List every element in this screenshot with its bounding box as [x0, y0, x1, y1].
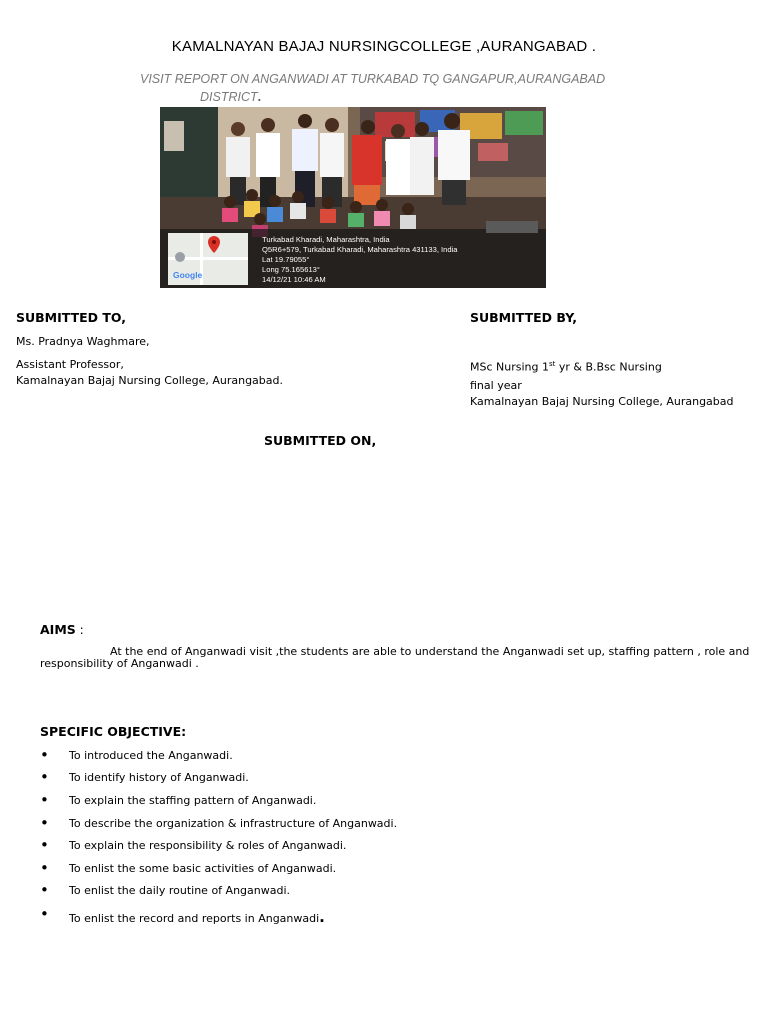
submitted-to-role: Assistant Professor,	[16, 358, 124, 371]
map-google-label: Google	[173, 270, 203, 280]
objective-text: To identify history of Anganwadi.	[69, 771, 249, 784]
geotag-long: Long 75.165613°	[262, 265, 320, 274]
objective-text: To explain the responsibility & roles of Anganwadi.	[69, 839, 347, 852]
submitted-by-year: final year	[470, 379, 522, 392]
visit-photo	[160, 107, 546, 288]
geotag-address: Q5R6+579, Turkabad Kharadi, Maharashtra 431133, India	[262, 245, 458, 254]
aims-colon: :	[75, 623, 84, 637]
submitted-to-name: Ms. Pradnya Waghmare,	[16, 335, 150, 348]
bullet-dot: •	[40, 859, 49, 877]
college-title: KAMALNAYAN BAJAJ NURSINGCOLLEGE ,AURANGABAD .	[171, 38, 597, 55]
objective-text: To describe the organization & infrastructure of Anganwadi.	[69, 817, 398, 830]
bullet-dot: •	[40, 814, 49, 832]
geotag-caption	[262, 235, 458, 285]
bullet-dot: •	[40, 768, 49, 786]
aims-heading-row	[40, 622, 84, 637]
submitted-to-heading: SUBMITTED TO,	[16, 310, 127, 325]
aims-text-line-2: responsibility of Anganwadi .	[40, 657, 199, 670]
subtitle-line-2	[140, 88, 620, 106]
aims-heading: AIMS	[40, 622, 76, 637]
report-subtitle	[140, 70, 620, 106]
geotag-place: Turkabad Kharadi, Maharashtra, India	[262, 235, 390, 244]
objectives-heading: SPECIFIC OBJECTIVE:	[40, 724, 187, 739]
course-text: MSc Nursing 1	[470, 360, 549, 374]
course-superscript: st	[548, 360, 556, 368]
objective-text-last	[69, 908, 325, 926]
course-text-rest: yr & B.Bsc Nursing	[555, 360, 662, 374]
aims-text-line-1: At the end of Anganwadi visit ,the students are able to understand the Anganwadi set up, staffing pattern , role and	[110, 645, 750, 658]
bullet-dot: •	[40, 836, 49, 854]
bullet-dot: •	[40, 905, 49, 923]
subtitle-line-1: VISIT REPORT ON ANGANWADI AT TURKABAD TQ GANGAPUR,AURANGABAD	[140, 72, 606, 86]
bullet-dot: •	[40, 791, 49, 809]
bullet-dot: •	[40, 746, 49, 764]
submitted-by-course	[470, 357, 662, 375]
submitted-by-college: Kamalnayan Bajaj Nursing College, Aurangabad	[470, 395, 734, 408]
objective-text: To explain the staffing pattern of Anganwadi.	[69, 794, 317, 807]
objective-text: To enlist the daily routine of Anganwadi.	[69, 884, 291, 897]
objective-text: To enlist the some basic activities of Anganwadi.	[69, 862, 337, 875]
subtitle-period: .	[257, 90, 262, 104]
objective-text: To enlist the record and reports in Anganwadi	[69, 912, 320, 925]
bullet-dot: •	[40, 881, 49, 899]
submitted-on-heading: SUBMITTED ON,	[264, 433, 377, 448]
geotag-datetime: 14/12/21 10:46 AM	[262, 275, 326, 284]
submitted-by-heading: SUBMITTED BY,	[470, 310, 577, 325]
submitted-to-college: Kamalnayan Bajaj Nursing College, Aurangabad.	[16, 374, 283, 387]
geotag-lat: Lat 19.79055°	[262, 255, 310, 264]
objective-text: To introduced the Anganwadi.	[69, 749, 233, 762]
objective-period: .	[319, 908, 325, 926]
subtitle-district: DISTRICT	[200, 90, 258, 104]
